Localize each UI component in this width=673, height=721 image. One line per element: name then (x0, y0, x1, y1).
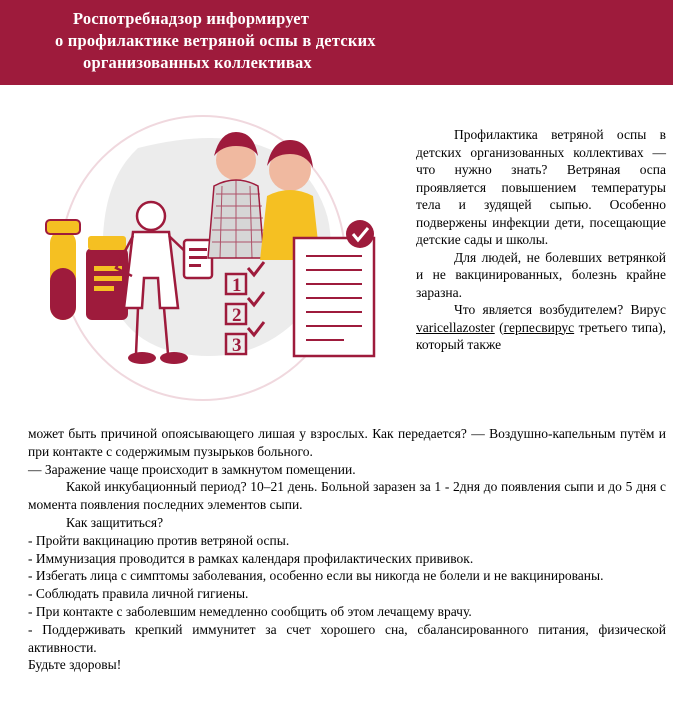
paragraph-indoor-infection: — Заражение чаще происходит в замкнутом помещении. (28, 461, 356, 477)
svg-text:2: 2 (232, 305, 242, 326)
banner-title-line-1: Роспотребнадзор информирует (73, 9, 310, 28)
paragraph-prophylaxis: Профилактика ветряной оспы в детских организованных коллективах — что нужно знать? Ветряная оспа проявляется повышением температуры тела и зудящей сыпью. Особенно подвержены инфекции дети, посещающие детские сады и школы. (416, 127, 666, 247)
banner-text-block (0, 0, 673, 74)
list-item: - Избегать лица с симптомы заболевания, особенно если вы никогда не болели и не вакцинированы. (28, 568, 604, 584)
agent-text-c: третьего типа), который также (416, 319, 666, 352)
link-varicella-zoster[interactable]: varicellazoster (416, 319, 495, 335)
list-item: - Соблюдать правила личной гигиены. (28, 586, 249, 602)
agent-text-b: ( (494, 319, 504, 335)
paragraph-incubation: Какой инкубационный период? 10–21 день. Больной заразен за 1 - 2дня до появления сыпи и до 5 дня с момента появления последних элементов сыпи. (28, 479, 666, 513)
link-herpesvirus[interactable]: герпесвирус (503, 319, 575, 335)
vaccine-vial-icon (86, 236, 128, 320)
paragraph-contagious: Для людей, не болевших ветрянкой и не вакцинированных, болезнь крайне заразна. (416, 249, 666, 300)
list-item: - Пройти вакцинацию против ветряной оспы. (28, 532, 290, 548)
closing-line: Будьте здоровы! (28, 657, 122, 673)
clipboard-icon (184, 240, 212, 278)
intro-text-column (416, 126, 666, 354)
document-icon (294, 220, 374, 356)
svg-text:1: 1 (232, 275, 242, 296)
illustration (8, 108, 408, 428)
list-item: - Поддерживать крепкий иммунитет за счет хорошего сна, сбалансированного питания, физической активности. (28, 621, 666, 655)
paragraph-continuation-transmission: может быть причиной опоясывающего лишая у взрослых. Как передается? — Воздушно-капельным путём и при контакте с содержимым пузырьков больного. (28, 426, 666, 459)
list-item: - При контакте с заболевшим немедленно сообщить об этом лечащему врачу. (28, 603, 472, 619)
header-banner (0, 0, 673, 85)
svg-text:3: 3 (232, 335, 242, 356)
banner-title-line-3: организованных коллективах (83, 53, 312, 72)
agent-text-a: Что является возбудителем? Вирус (454, 302, 666, 317)
body-text-block (28, 425, 666, 674)
list-item: - Иммунизация проводится в рамках календаря профилактических прививок. (28, 550, 474, 566)
paragraph-agent (416, 301, 666, 354)
check-mark-icon (346, 220, 374, 248)
banner-title-line-2: о профилактике ветряной оспы в детских (55, 31, 376, 50)
blood-tube-icon (46, 220, 80, 320)
paragraph-how-to-protect: Как защититься? (66, 514, 164, 530)
